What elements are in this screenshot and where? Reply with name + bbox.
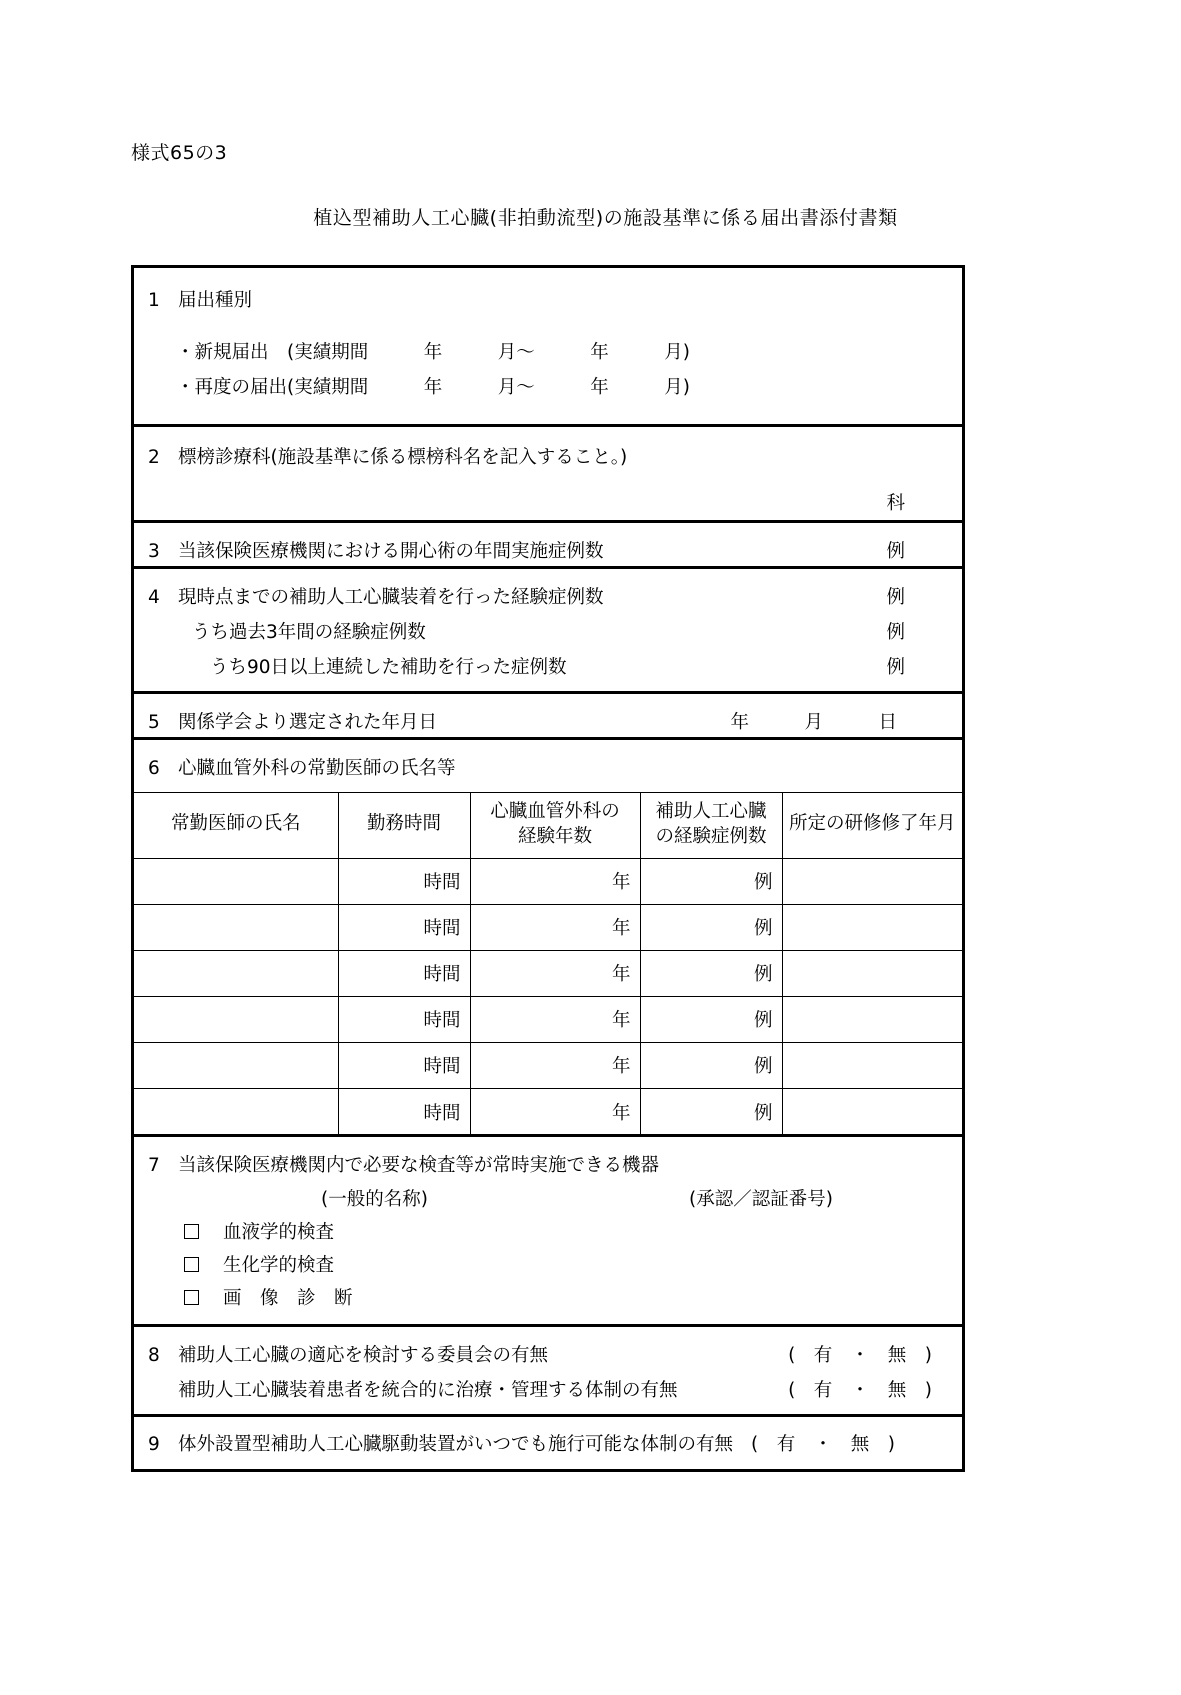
section-1-bullet-renewal[interactable]: ・再度の届出(実績期間 年 月～ 年 月) <box>176 377 690 398</box>
section-8-choice-committee[interactable]: ( 有 ・ 無 ) <box>788 1345 932 1367</box>
section-4-vad-experience <box>134 569 962 694</box>
section-7-number: 7 <box>148 1155 160 1177</box>
checkbox-icon[interactable] <box>184 1257 199 1272</box>
cell-training[interactable] <box>782 950 962 996</box>
section-3-label: 当該保険医療機関における開心術の年間実施症例数 <box>178 541 604 562</box>
section-7-item-biochemistry-label: 生化学的検査 <box>223 1255 335 1277</box>
cell-hours[interactable]: 時間 <box>338 858 470 904</box>
cell-hours[interactable]: 時間 <box>338 1088 470 1134</box>
section-5-date-fields[interactable]: 年 月 日 <box>730 712 897 733</box>
section-6-heading <box>134 740 962 792</box>
section-5-label: 関係学会より選定された年月日 <box>178 712 438 733</box>
cell-cases[interactable]: 例 <box>640 858 782 904</box>
section-4-number: 4 <box>148 587 160 608</box>
cell-cases[interactable]: 例 <box>640 950 782 996</box>
section-2-unit: 科 <box>886 493 905 514</box>
section-6-number: 6 <box>148 758 160 779</box>
section-3-unit: 例 <box>886 541 905 562</box>
section-3-open-heart-cases <box>134 523 962 569</box>
section-8-choice-management[interactable]: ( 有 ・ 無 ) <box>788 1380 932 1402</box>
section-2-department <box>134 427 962 523</box>
cell-training[interactable] <box>782 858 962 904</box>
cell-name[interactable] <box>134 904 338 950</box>
section-6-physicians <box>134 740 962 1137</box>
section-7-item-imaging[interactable] <box>148 1284 962 1310</box>
cell-hours[interactable]: 時間 <box>338 904 470 950</box>
section-5-number: 5 <box>148 712 160 733</box>
section-8-line-committee <box>148 1341 962 1367</box>
checkbox-icon[interactable] <box>184 1290 199 1305</box>
cell-training[interactable] <box>782 996 962 1042</box>
section-7-item-imaging-label: 画 像 診 断 <box>223 1288 353 1310</box>
table-row[interactable] <box>134 858 962 904</box>
cell-cases[interactable]: 例 <box>640 904 782 950</box>
cell-cases[interactable]: 例 <box>640 996 782 1042</box>
column-header-vad-cases: 補助人工心臓 の経験症例数 <box>640 793 782 859</box>
form-outer-table <box>131 265 965 1472</box>
section-7-heading <box>148 1151 962 1177</box>
section-8-committee <box>134 1327 962 1417</box>
document-title: 植込型補助人工心臓(非拍動流型)の施設基準に係る届出書添付書類 <box>313 207 898 229</box>
cell-hours[interactable]: 時間 <box>338 950 470 996</box>
section-8-number: 8 <box>148 1345 160 1367</box>
table-row[interactable] <box>134 996 962 1042</box>
section-4-label-total: 現時点までの補助人工心臓装着を行った経験症例数 <box>178 587 604 608</box>
cell-years[interactable]: 年 <box>470 1088 640 1134</box>
section-2-label: 標榜診療科(施設基準に係る標榜科名を記入すること。) <box>178 447 628 468</box>
cell-training[interactable] <box>782 1042 962 1088</box>
section-1-heading <box>148 286 962 312</box>
section-4-line-total <box>148 583 962 609</box>
cell-hours[interactable]: 時間 <box>338 1042 470 1088</box>
physicians-table-header-row <box>134 793 962 859</box>
cell-name[interactable] <box>134 950 338 996</box>
section-3-heading <box>148 537 962 563</box>
physicians-table <box>134 792 962 1134</box>
column-header-hours: 勤務時間 <box>338 793 470 859</box>
section-8-line-management <box>148 1376 962 1402</box>
cell-years[interactable]: 年 <box>470 1042 640 1088</box>
table-row[interactable] <box>134 1088 962 1134</box>
section-4-unit-past3years: 例 <box>886 622 905 643</box>
section-7-subheaders <box>148 1185 962 1211</box>
section-4-unit-total: 例 <box>886 587 905 608</box>
section-9-choice[interactable]: ( 有 ・ 無 ) <box>751 1434 895 1456</box>
section-4-line-past3years <box>148 618 962 644</box>
cell-hours[interactable]: 時間 <box>338 996 470 1042</box>
section-9-label: 体外設置型補助人工心臓駆動装置がいつでも施行可能な体制の有無 <box>178 1434 734 1456</box>
cell-cases[interactable]: 例 <box>640 1042 782 1088</box>
section-8-label-committee: 補助人工心臓の適応を検討する委員会の有無 <box>178 1345 549 1367</box>
section-4-label-over90days: うち90日以上連続した補助を行った症例数 <box>210 657 567 678</box>
section-1-label: 届出種別 <box>178 290 253 311</box>
section-7-equipment <box>134 1137 962 1327</box>
cell-years[interactable]: 年 <box>470 858 640 904</box>
cell-training[interactable] <box>782 904 962 950</box>
section-1-notification-type <box>134 268 962 427</box>
cell-name[interactable] <box>134 858 338 904</box>
section-8-label-management: 補助人工心臓装着患者を統合的に治療・管理する体制の有無 <box>178 1380 678 1402</box>
section-4-unit-over90days: 例 <box>886 657 905 678</box>
section-1-bullet-new[interactable]: ・新規届出 (実績期間 年 月～ 年 月) <box>176 342 690 363</box>
section-9-external-vad-driver <box>134 1417 962 1469</box>
cell-years[interactable]: 年 <box>470 904 640 950</box>
section-1-number: 1 <box>148 290 160 311</box>
checkbox-icon[interactable] <box>184 1224 199 1239</box>
section-9-number: 9 <box>148 1434 160 1456</box>
cell-cases[interactable]: 例 <box>640 1088 782 1134</box>
cell-training[interactable] <box>782 1088 962 1134</box>
cell-years[interactable]: 年 <box>470 950 640 996</box>
cell-name[interactable] <box>134 1042 338 1088</box>
physicians-table-body <box>134 858 962 1134</box>
section-3-number: 3 <box>148 541 160 562</box>
table-row[interactable] <box>134 1042 962 1088</box>
section-4-line-over90days <box>148 653 962 679</box>
section-6-label: 心臓血管外科の常勤医師の氏名等 <box>178 758 456 779</box>
section-4-label-past3years: うち過去3年間の経験症例数 <box>192 622 426 643</box>
section-7-label: 当該保険医療機関内で必要な検査等が常時実施できる機器 <box>178 1155 660 1177</box>
section-5-society-selection-date <box>134 694 962 740</box>
column-header-name: 常勤医師の氏名 <box>134 793 338 859</box>
section-7-item-hematology-label: 血液学的検査 <box>223 1222 335 1244</box>
section-2-heading <box>148 443 962 469</box>
table-row[interactable] <box>134 950 962 996</box>
section-7-generic-name-header: (一般的名称) <box>321 1189 428 1211</box>
cell-name[interactable] <box>134 1088 338 1134</box>
table-row[interactable] <box>134 904 962 950</box>
section-7-item-biochemistry[interactable] <box>148 1251 962 1277</box>
column-header-training-completion: 所定の研修修了年月 <box>782 793 962 859</box>
section-7-item-hematology[interactable] <box>148 1218 962 1244</box>
form-number: 様式65の3 <box>131 142 228 164</box>
cell-name[interactable] <box>134 996 338 1042</box>
section-2-number: 2 <box>148 447 160 468</box>
section-7-approval-number-header: (承認／認証番号) <box>689 1189 833 1211</box>
column-header-experience-years: 心臓血管外科の 経験年数 <box>470 793 640 859</box>
cell-years[interactable]: 年 <box>470 996 640 1042</box>
